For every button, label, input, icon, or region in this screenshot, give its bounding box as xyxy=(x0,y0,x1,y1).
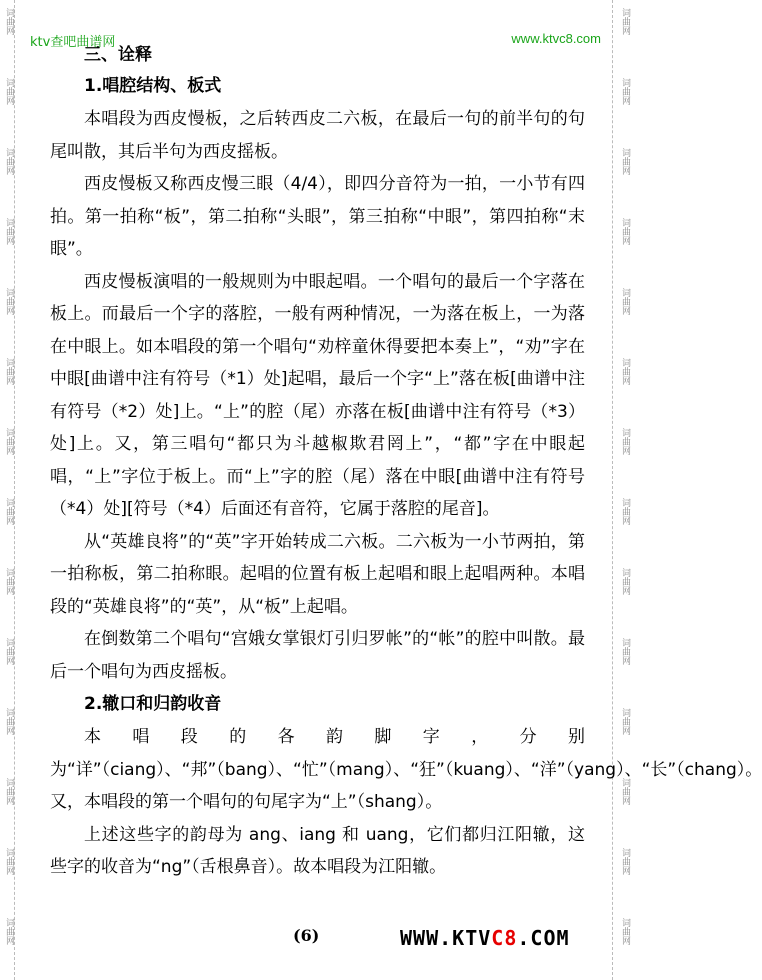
watermark-text: 词曲网 xyxy=(4,848,14,875)
subsection-title-1: 1.唱腔结构、板式 xyxy=(84,76,222,96)
watermark-text: 词曲网 xyxy=(620,918,630,945)
watermark-text: 词曲网 xyxy=(620,848,630,875)
watermark-text: 词曲网 xyxy=(4,78,14,105)
site-url-right: www.ktvc8.com xyxy=(511,31,601,46)
watermark-text: 词曲网 xyxy=(620,8,630,35)
watermark-text: 词曲网 xyxy=(620,568,630,595)
watermark-text: 词曲网 xyxy=(620,288,630,315)
paragraph: 本唱段的各韵脚字，分别为“详”（ciang）、“邦”（bang）、“忙”（mang）、“狂”（kuang）、“洋”（yang）、“长”（chang）。又，本唱段的第一个唱句的句尾字为“上”（shang）。 xyxy=(50,727,762,812)
site-logo xyxy=(400,926,570,950)
watermark-text: 词曲网 xyxy=(620,428,630,455)
paragraph: 西皮慢板又称西皮慢三眼（4/4），即四分音符为一拍，一小节有四拍。第一拍称“板”，第二拍称“头眼”，第三拍称“中眼”，第四拍称“末眼”。 xyxy=(50,174,585,259)
watermark-text: 词曲网 xyxy=(4,218,14,245)
watermark-text: 词曲网 xyxy=(4,148,14,175)
logo-part-1: WWW.KTV xyxy=(400,926,492,950)
watermark-text: 词曲网 xyxy=(620,218,630,245)
right-margin-line xyxy=(612,0,627,980)
watermark-text: 词曲网 xyxy=(620,498,630,525)
watermark-text: 词曲网 xyxy=(620,708,630,735)
watermark-text: 词曲网 xyxy=(620,148,630,175)
watermark-text: 词曲网 xyxy=(4,918,14,945)
watermark-text: 词曲网 xyxy=(4,8,14,35)
watermark-text: 词曲网 xyxy=(620,358,630,385)
paragraph: 在倒数第二个唱句“宫娥女掌银灯引归罗帐”的“帐”的腔中叫散。最后一个唱句为西皮摇板。 xyxy=(50,629,585,682)
watermark-text: 词曲网 xyxy=(4,358,14,385)
watermark-text: 词曲网 xyxy=(4,288,14,315)
logo-part-3: .COM xyxy=(517,926,570,950)
section-title: 三、诠释 xyxy=(84,45,152,65)
logo-part-2: C8 xyxy=(491,926,518,950)
paragraph: 本唱段为西皮慢板，之后转西皮二六板，在最后一句的前半句的句尾叫散，其后半句为西皮摇板。 xyxy=(50,109,585,162)
watermark-text: 词曲网 xyxy=(4,498,14,525)
watermark-text: 词曲网 xyxy=(4,568,14,595)
paragraph: 上述这些字的韵母为 ang、iang 和 uang，它们都归江阳辙，这些字的收音为“ng”（舌根鼻音）。故本唱段为江阳辙。 xyxy=(50,824,585,877)
watermark-text: 词曲网 xyxy=(620,638,630,665)
watermark-text: 词曲网 xyxy=(4,778,14,805)
watermark-text: 词曲网 xyxy=(620,78,630,105)
watermark-text: 词曲网 xyxy=(4,638,14,665)
watermark-text: 词曲网 xyxy=(620,778,630,805)
subsection-title-2: 2.辙口和归韵收音 xyxy=(84,694,222,714)
left-margin-line xyxy=(14,0,15,980)
paragraph: 西皮慢板演唱的一般规则为中眼起唱。一个唱句的最后一个字落在板上。而最后一个字的落腔，一般有两种情况，一为落在板上，一为落在中眼上。如本唱段的第一个唱句“劝梓童休得要把本奏上”，“劝”字在中眼[曲谱中注有符号（*1）处]起唱，最后一个字“上”落在板[曲谱中注有符号（*2）处]上。“上”的腔（尾）亦落在板[曲谱中注有符号（*3）处]上。又，第三唱句“都只为斗越椒欺君罔上”，“都”字在中眼起唱，“上”字位于板上。而“上”字的腔（尾）落在中眼[曲谱中注有符号（*4）处][符号（*4）后面还有音符，它属于落腔的尾音]。 xyxy=(50,271,585,519)
page-number: (6) xyxy=(293,926,320,945)
watermark-text: 词曲网 xyxy=(4,428,14,455)
watermark-text: 词曲网 xyxy=(4,708,14,735)
paragraph: 从“英雄良将”的“英”字开始转成二六板。二六板为一小节两拍，第一拍称板，第二拍称眼。起唱的位置有板上起唱和眼上起唱两种。本唱段的“英雄良将”的“英”，从“板”上起唱。 xyxy=(50,531,585,617)
site-name-left: ktv查吧曲谱网 xyxy=(30,35,116,50)
